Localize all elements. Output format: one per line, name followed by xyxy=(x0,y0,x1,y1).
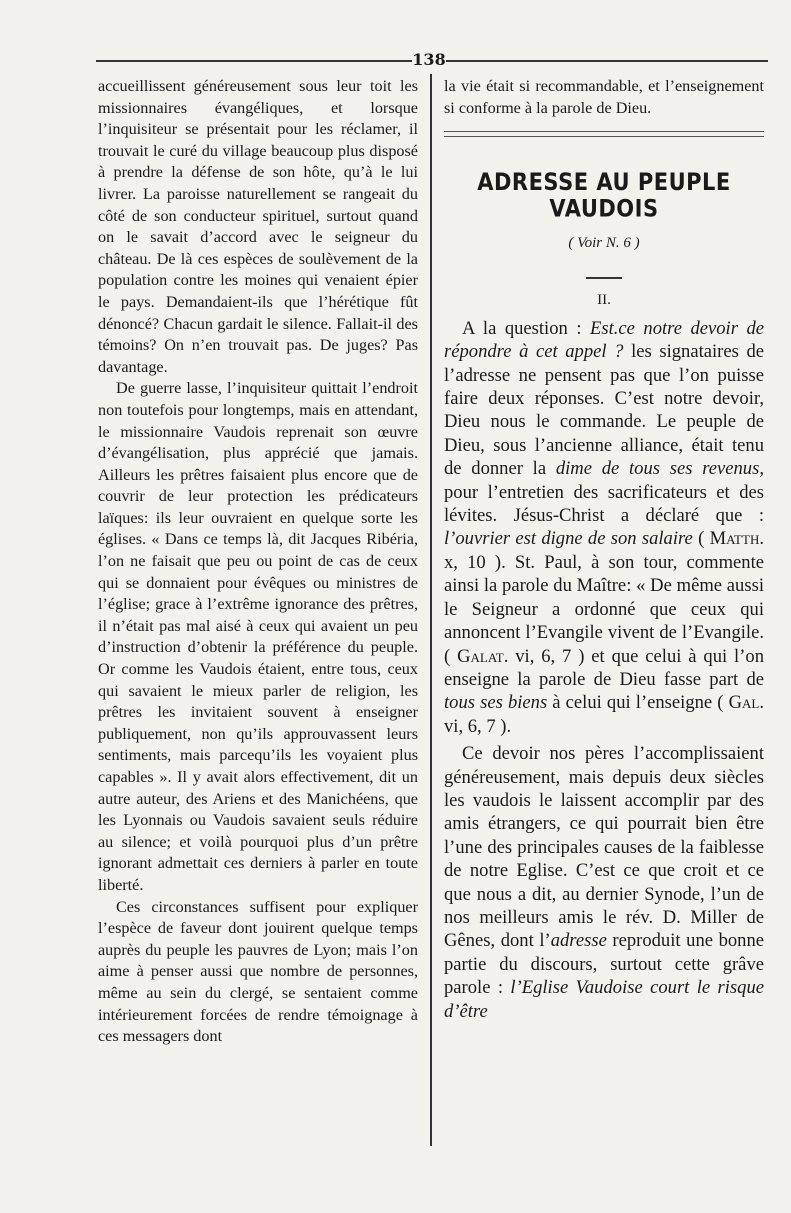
header-rule-right xyxy=(446,60,768,62)
section-numeral: II. xyxy=(597,292,611,309)
title-dash xyxy=(586,277,622,279)
left-paragraph-1: accueillissent généreusement sous leur toit les missionnaires évangéliques, et lorsque l’inquisiteur se présentait pour les réclamer, il trouvait le curé du village beaucoup plus disposé à prendre la défense de son hôte, qu’à le lui livrer. La paroisse naturellement se rangeait du côté de son conducteur spirituel, surtout quand on le savait d’accord avec le seigneur du château. De là ces espèces de soulèvement de la population contre les moines qui venaient épier le pays. Demandaient-ils que l’hérétique fût dénoncé? Chacun gardait le silence. Fallait-il des témoins? On n’en trouvait pas. De juges? Pas davantage. xyxy=(98,77,418,376)
section-separator xyxy=(444,131,764,137)
column-divider xyxy=(430,74,432,1146)
left-paragraph-2: De guerre lasse, l’inquisiteur quittait l’endroit non toutefois pour longtemps, mais en attendant, le missionnaire Vaudois reprenait son œuvre d’évangélisation, plus apprécié que jamais. Ailleurs les prêtres faisaient plus encore que de couvrir de leur protection les prédicateurs laïques: ils leur ouvraient en quelque sorte les églises. « Dans ce temps là, dit Jacques Ribéria, l’on ne faisait que peu ou point de cas de ceux qui se donnaient pour évêques ou ministres de l’église; grace à l’extrême ignorance des prêtres, il n’était pas mal aisé à ceux qui avaient un peu d’instruction d’obtenir la préférence du peuple. Or comme les Vaudois étaient, entre tous, ceux qui savaient le mieux parler de religion, les prêtres les invitaient souvent à enseigner publiquement, non qu’ils approuvassent leurs sentiments, mais parcequ’ils les voyaient plus capables ». Il y avait alors effectivement, dit un autre auteur, des Ariens et des Manichéens, que les Lyonnais ou Vaudois savaient seuls réduire au silence; et voilà pourquoi plus d’un prêtre ignorant admettait ces derniers à parler en toute liberté. xyxy=(98,379,418,894)
article-title: ADRESSE AU PEUPLE VAUDOIS xyxy=(477,168,731,224)
page-number: 138 xyxy=(412,50,446,69)
right-column xyxy=(444,76,764,1023)
continued-paragraph: la vie était si recommandable, et l’enseignement si conforme à la parole de Dieu. xyxy=(444,77,764,117)
see-note-reference: ( Voir N. 6 ) xyxy=(568,235,640,251)
article-paragraph-2: Ce devoir nos pères l’accomplissaient généreusement, mais depuis deux siècles les vaudois le laissent accomplir par des amis étrangers, ce qui pourrait bien être l’une des principales causes de la faiblesse de notre Eglise. C’est ce que croit et ce que nous a dit, au dernier Synode, l’un de nos meilleurs amis le rév. D. Miller de Gênes, dont l’adresse reproduit une bonne partie du discours, surtout cette grâve parole : l’Eglise Vaudoise court le risque d’être xyxy=(444,743,765,1022)
left-column xyxy=(98,76,418,1048)
page-header xyxy=(96,50,768,70)
left-paragraph-3: Ces circonstances suffisent pour expliquer l’espèce de faveur dont jouirent quelque temps auprès du peuple les pauvres de Lyon; mais l’on aime à penser aussi que nombre de personnes, même au sein du clergé, se sentaient comme intérieurement forcées de rendre témoignage à ces messagers dont xyxy=(98,897,418,1046)
header-rule-left xyxy=(96,60,412,62)
article-paragraph-1: A la question : Est.ce notre devoir de répondre à cet appel ? les signataires de l’adresse ne pensent pas que l’on puisse faire deux réponses. C’est notre devoir, Dieu nous le commande. Le peuple de Dieu, sous l’ancienne alliance, était tenu de donner la dime de tous ses revenus, pour l’entretien des sacrificateurs et des lévites. Jésus-Christ a déclaré que : l’ouvrier est digne de son salaire ( Matth. x, 10 ). St. Paul, à son tour, commente ainsi la parole du Maître: « De même aussi le Seigneur a ordonné que ceux qui annoncent l’Evangile vivent de l’Evangile. ( Galat. vi, 6, 7 ) et que celui à qui l’on enseigne la parole de Dieu fasse part de tous ses biens à celui qui l’enseigne ( Gal. vi, 6, 7 ). xyxy=(444,317,764,737)
